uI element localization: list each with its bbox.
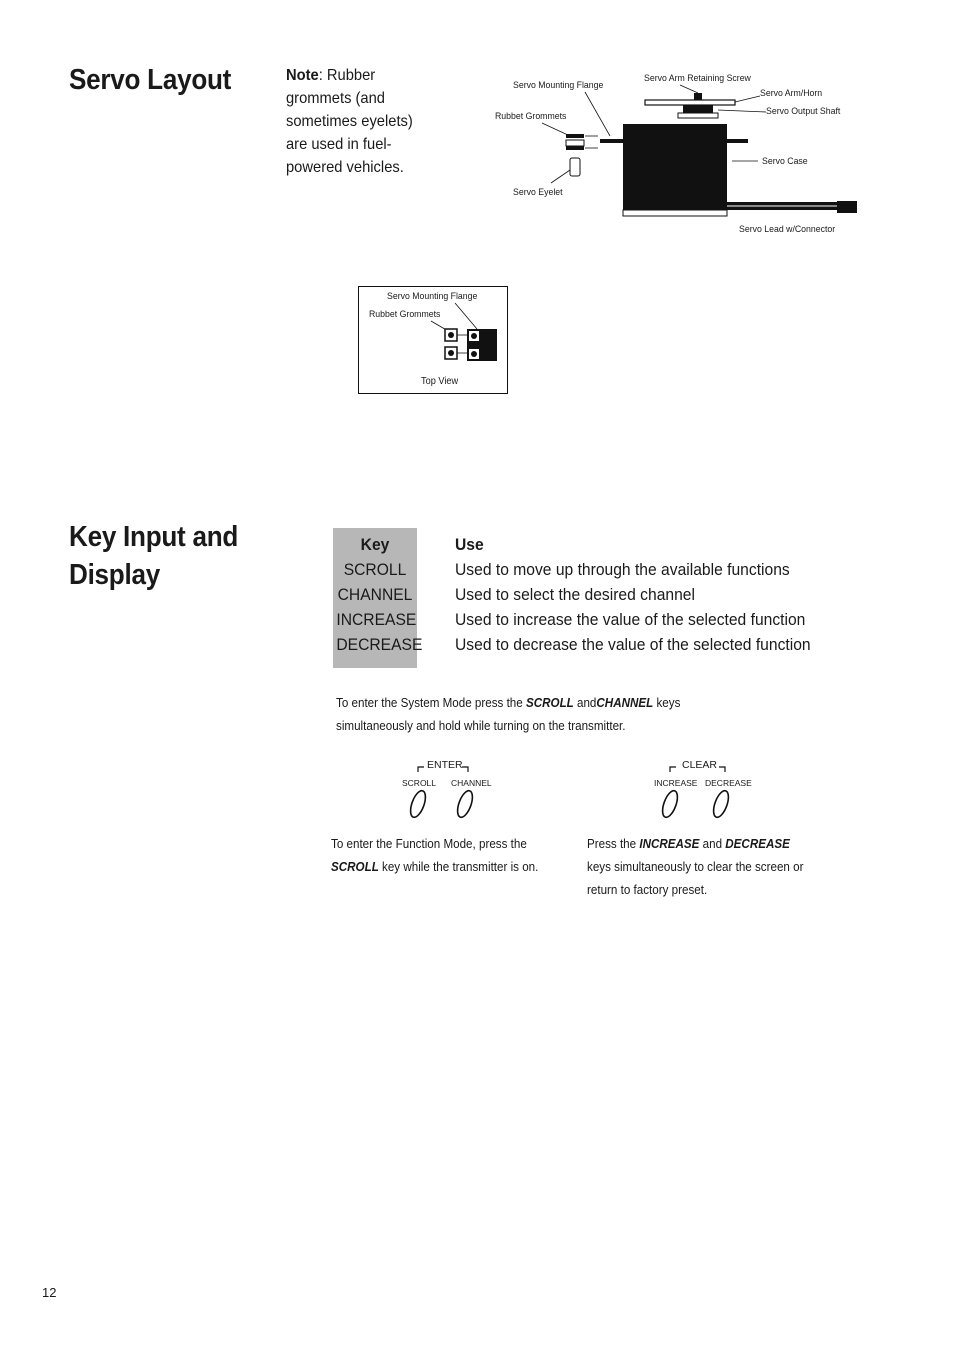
label-grommets: Rubbet Grommets [495,111,567,122]
label-servo-case: Servo Case [762,156,808,167]
use-scroll: Used to move up through the available functions [455,560,790,579]
clear-text-pre: Press the [587,837,640,851]
top-view-caption: Top View [421,376,459,387]
scroll-key-shape [408,789,429,819]
top-view-box [358,286,508,394]
label-lead: Servo Lead w/Connector [739,224,836,235]
key-scroll: SCROLL [343,560,407,579]
function-mode-pre: To enter the Function Mode, press the [331,837,527,851]
system-mode-key1: SCROLL [525,696,574,710]
connector [837,201,857,213]
system-mode-line2: simultaneously and hold while turning on the transmitter. [336,719,626,733]
note-text: : Rubber grommets (and sometimes eyelets) are used in fuel-powered vehicles. [286,67,413,176]
function-mode-text [331,833,554,879]
key-header: Key [360,535,390,554]
arm-screw [694,93,702,100]
use-channel: Used to select the desired channel [455,585,695,604]
enter-key1-label: SCROLL [402,778,437,788]
page-number: 12 [42,1285,57,1300]
system-mode-pre: To enter the System Mode press the [336,696,526,710]
system-mode-key2: CHANNEL [596,696,654,710]
top-view-flange-label: Servo Mounting Flange [387,291,478,302]
note-label: Note [286,67,319,84]
clear-text-key1: INCREASE [639,837,700,851]
key-input-title [69,518,238,594]
key-column [333,528,423,668]
label-mounting-flange: Servo Mounting Flange [513,80,604,91]
use-header: Use [455,535,484,554]
clear-key1-label: INCREASE [654,778,698,788]
enter-label: ENTER [427,759,463,771]
servo-note [286,64,422,179]
label-arm-horn: Servo Arm/Horn [760,88,823,99]
key-increase: INCREASE [336,610,417,629]
clear-text-key2: DECREASE [725,837,790,851]
enter-key-group [398,758,498,824]
servo-layout-title: Servo Layout [69,64,232,96]
clear-text [587,833,803,902]
function-mode-key: SCROLL [331,860,379,874]
decrease-key-shape [711,789,732,819]
use-increase: Used to increase the value of the selected function [455,610,806,629]
system-mode-text [336,692,680,738]
channel-key-shape [455,789,476,819]
clear-text-mid: and [699,837,726,851]
clear-key-group [650,758,760,824]
label-eyelet: Servo Eyelet [513,187,563,198]
system-mode-mid: and [573,696,597,710]
top-view-grommets-label: Rubbet Grommets [369,309,441,320]
key-channel: CHANNEL [337,585,413,604]
servo-case [623,124,727,216]
clear-text-line3: return to factory preset. [587,883,708,897]
increase-key-shape [660,789,681,819]
eyelet [570,158,580,176]
key-input-title-line1: Key Input and [69,521,239,553]
label-arm-retaining-screw: Servo Arm Retaining Screw [644,73,751,84]
clear-label: CLEAR [682,759,718,771]
system-mode-post: keys [653,696,681,710]
use-decrease: Used to decrease the value of the selected function [455,635,811,654]
key-input-title-line2: Display [69,559,160,591]
clear-text-line2: keys simultaneously to clear the screen or [587,860,804,874]
output-shaft [683,105,713,113]
label-output-shaft: Servo Output Shaft [766,106,841,117]
enter-key2-label: CHANNEL [451,778,492,788]
clear-key2-label: DECREASE [705,778,752,788]
key-decrease: DECREASE [336,635,423,654]
use-column [455,532,842,657]
function-mode-post: key while the transmitter is on. [378,860,539,874]
servo-arm [645,100,735,105]
